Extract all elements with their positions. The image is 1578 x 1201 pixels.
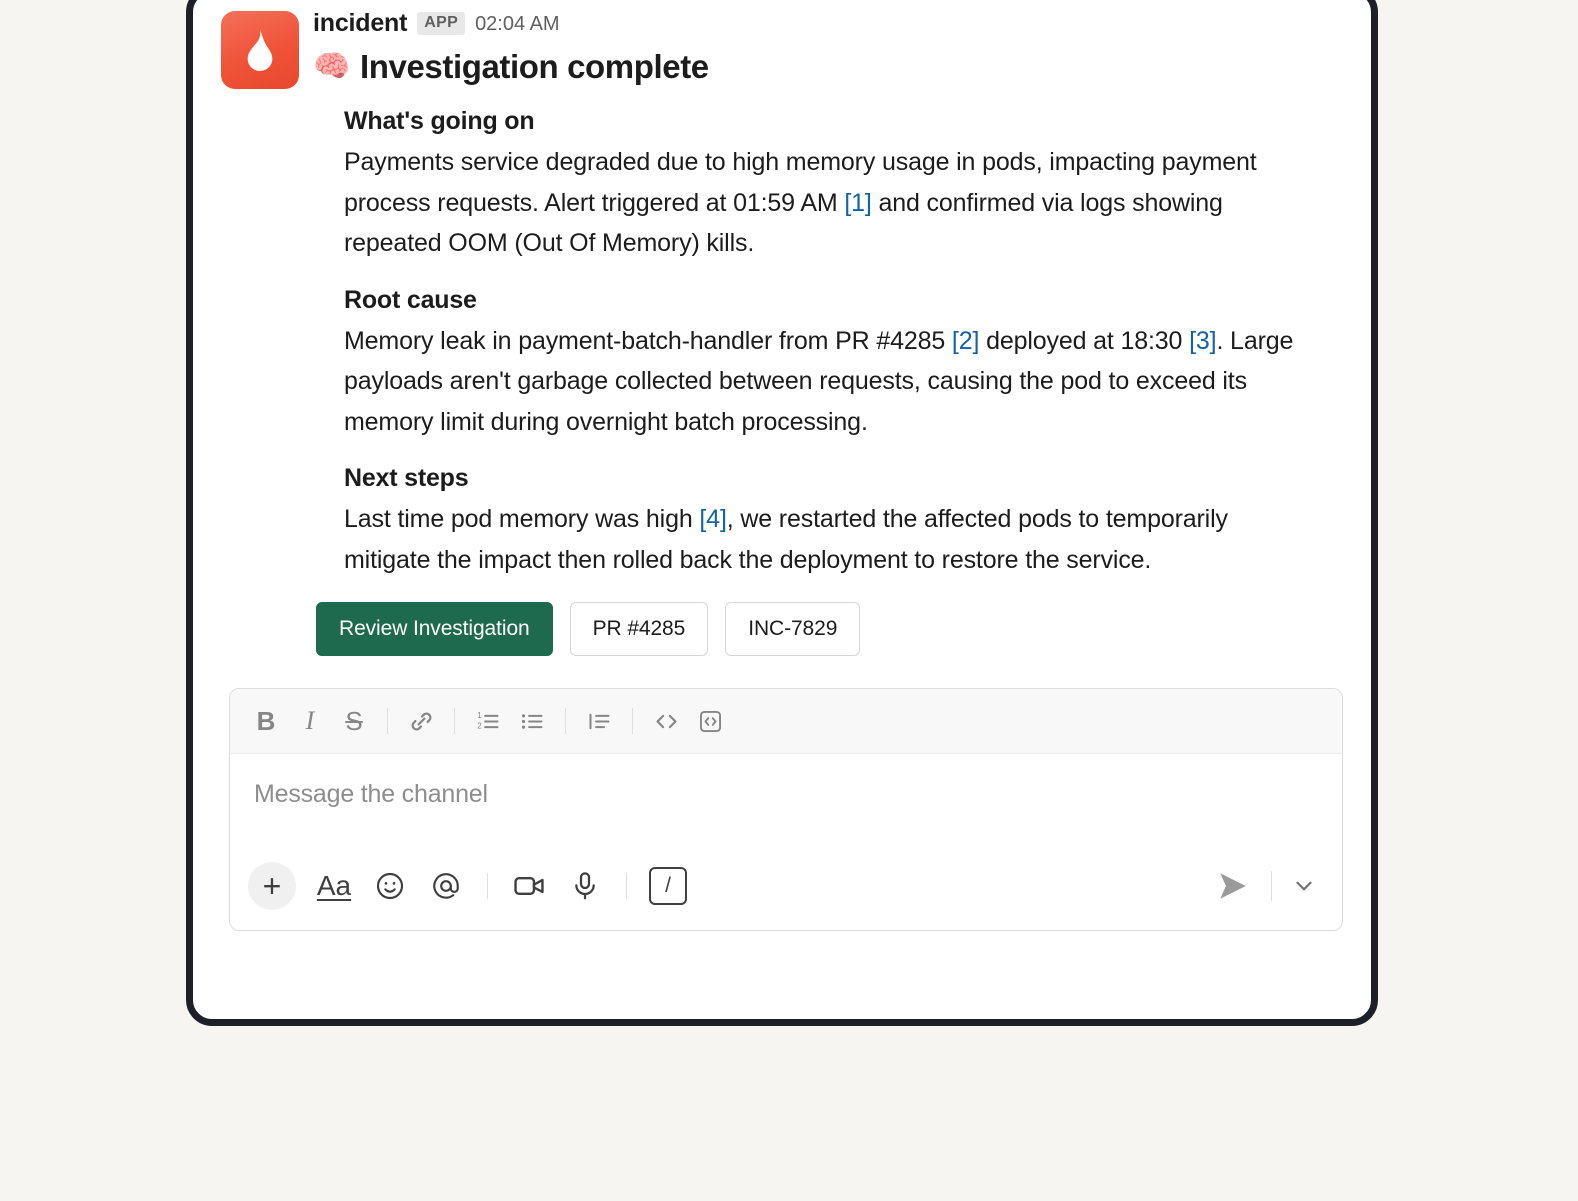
name-row	[313, 11, 1343, 36]
message-composer[interactable]	[229, 688, 1343, 931]
bold-icon[interactable]: B	[256, 705, 276, 736]
section-text-run: deployed at 18:30	[979, 326, 1190, 355]
blockquote-icon[interactable]	[577, 701, 621, 741]
flame-icon	[245, 29, 275, 71]
mention-icon[interactable]	[420, 862, 472, 910]
italic-icon[interactable]: I	[305, 706, 315, 735]
section-heading: Root cause	[344, 285, 477, 314]
message-input[interactable]	[230, 754, 1342, 852]
citation-link[interactable]: [4]	[699, 505, 727, 533]
formatting-icon[interactable]: Aa	[316, 870, 352, 901]
chevron-down-icon[interactable]	[1284, 862, 1324, 910]
message-body	[221, 107, 1343, 580]
svg-text:2: 2	[476, 720, 482, 730]
section-text	[344, 321, 1315, 443]
message-title	[313, 48, 1343, 86]
avatar[interactable]	[221, 11, 299, 89]
footer-divider	[626, 873, 627, 899]
link-icon[interactable]	[399, 701, 443, 741]
video-icon[interactable]	[503, 862, 555, 910]
message-section	[344, 286, 1315, 443]
message-actions	[193, 602, 1371, 656]
code-icon[interactable]	[644, 701, 688, 741]
section-text-run: Last time pod memory was high	[344, 505, 700, 533]
message-section	[344, 107, 1315, 264]
section-text-run: . Large payloads aren't garbage collected between requests, causing the pod to exceed its memory limit during overnight batch processing.	[344, 326, 1294, 436]
section-text	[344, 142, 1315, 264]
section-text-run: Payments service degraded due to high memory usage in pods, impacting payment process requests. Alert triggered at 01:59 AM	[344, 148, 1257, 217]
citation-link[interactable]: [2]	[951, 326, 980, 355]
slack-window	[186, 0, 1378, 1026]
shortcuts-icon[interactable]: /	[642, 862, 694, 910]
composer-footer	[230, 852, 1342, 930]
send-icon[interactable]	[1207, 862, 1259, 910]
toolbar-divider	[632, 708, 633, 734]
bulleted-list-icon[interactable]	[510, 701, 554, 741]
ordered-list-icon[interactable]	[466, 701, 510, 741]
send-divider	[1271, 871, 1272, 901]
action-button[interactable]: Review Investigation	[316, 602, 553, 656]
action-button[interactable]: PR #4285	[570, 602, 709, 656]
citation-link[interactable]: [3]	[1189, 326, 1217, 355]
section-text	[344, 499, 1315, 580]
window-content	[193, 0, 1371, 1019]
section-text-run: , we restarted the affected pods to temporarily mitigate the impact then rolled back the deployment to restore the service.	[344, 505, 1228, 574]
message-timestamp[interactable]: 02:04 AM	[475, 12, 560, 35]
toolbar-divider	[565, 708, 566, 734]
code-block-icon[interactable]	[688, 701, 732, 741]
section-text-run: Memory leak in payment-batch-handler from PR #4285	[344, 326, 952, 355]
action-button[interactable]: INC-7829	[725, 602, 860, 656]
message-header	[221, 9, 1343, 89]
svg-text:1: 1	[476, 710, 482, 720]
message-title-text: Investigation complete	[359, 48, 709, 85]
brain-emoji-icon: 🧠	[313, 50, 350, 83]
composer-toolbar	[230, 689, 1342, 754]
composer-placeholder: Message the channel	[254, 780, 488, 808]
section-heading: What's going on	[344, 107, 535, 135]
emoji-icon[interactable]	[364, 862, 416, 910]
footer-divider	[487, 873, 488, 899]
toolbar-divider	[387, 708, 388, 734]
section-text-run: and confirmed via logs showing repeated OOM (Out Of Memory) kills.	[344, 188, 1223, 257]
message-section	[344, 464, 1315, 580]
microphone-icon[interactable]	[559, 862, 611, 910]
app-badge: APP	[417, 12, 465, 35]
section-heading: Next steps	[344, 464, 469, 492]
strikethrough-icon[interactable]: S	[345, 705, 363, 736]
app-name[interactable]: incident	[313, 9, 408, 37]
plus-icon[interactable]: +	[248, 862, 296, 910]
header-text	[313, 9, 1343, 86]
app-message	[193, 0, 1371, 580]
citation-link[interactable]: [1]	[844, 188, 872, 217]
toolbar-divider	[454, 708, 455, 734]
